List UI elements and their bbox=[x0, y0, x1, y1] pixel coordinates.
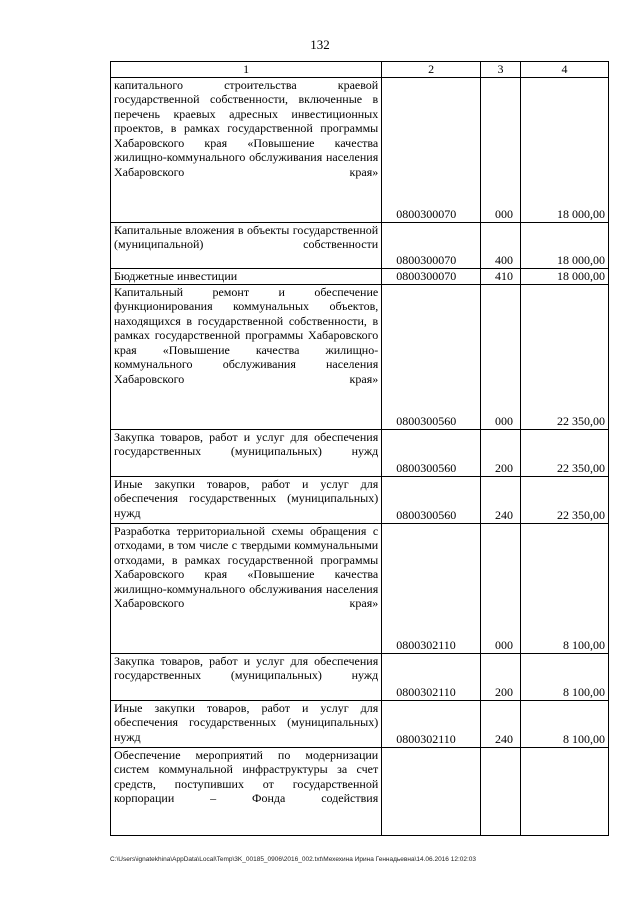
row-amount: 8 100,00 bbox=[521, 523, 609, 653]
row-description: Закупка товаров, работ и услуг для обеспечения государственных (муниципальных) нужд bbox=[111, 653, 382, 700]
row-description: капитального строительства краевой государственной собственности, включенные в перечень краевых адресных инвестиционных проектов, в рамках государственной программы Хабаровского края «Повышение качества жилищно-коммунального обслуживания населения Хабаровского края» bbox=[111, 77, 382, 222]
row-amount: 18 000,00 bbox=[521, 268, 609, 284]
row-type: 000 bbox=[480, 523, 520, 653]
row-type: 200 bbox=[480, 429, 520, 476]
row-code: 0800300070 bbox=[382, 77, 481, 222]
row-amount: 8 100,00 bbox=[521, 653, 609, 700]
row-code: 0800300560 bbox=[382, 284, 481, 429]
row-type: 410 bbox=[480, 268, 520, 284]
row-amount bbox=[521, 747, 609, 835]
row-description: Бюджетные инвестиции bbox=[111, 268, 382, 284]
row-description: Закупка товаров, работ и услуг для обеспечения государственных (муниципальных) нужд bbox=[111, 429, 382, 476]
row-description: Иные закупки товаров, работ и услуг для обеспечения государственных (муниципальных) нужд bbox=[111, 700, 382, 747]
row-type bbox=[480, 747, 520, 835]
row-type: 200 bbox=[480, 653, 520, 700]
row-amount: 22 350,00 bbox=[521, 429, 609, 476]
row-type: 400 bbox=[480, 222, 520, 268]
row-type: 000 bbox=[480, 77, 520, 222]
table-row bbox=[111, 653, 609, 700]
row-description: Обеспечение мероприятий по модернизации систем коммунальной инфраструктуры за счет средств, поступивших от государственной корпорации – Фонда содействия bbox=[111, 747, 382, 835]
row-type: 000 bbox=[480, 284, 520, 429]
table-row bbox=[111, 747, 609, 835]
table-row bbox=[111, 77, 609, 222]
row-amount: 22 350,00 bbox=[521, 476, 609, 523]
row-amount: 22 350,00 bbox=[521, 284, 609, 429]
row-description: Капитальные вложения в объекты государственной (муниципальной) собственности bbox=[111, 222, 382, 268]
table-row bbox=[111, 284, 609, 429]
table-row bbox=[111, 476, 609, 523]
header-col-2: 2 bbox=[382, 62, 481, 78]
row-code: 0800300560 bbox=[382, 429, 481, 476]
header-col-1: 1 bbox=[111, 62, 382, 78]
row-amount: 8 100,00 bbox=[521, 700, 609, 747]
row-code: 0800300070 bbox=[382, 268, 481, 284]
header-col-4: 4 bbox=[521, 62, 609, 78]
budget-table bbox=[110, 61, 609, 836]
table-row bbox=[111, 222, 609, 268]
table-row bbox=[111, 700, 609, 747]
table-header-row bbox=[111, 62, 609, 78]
row-amount: 18 000,00 bbox=[521, 222, 609, 268]
header-col-3: 3 bbox=[480, 62, 520, 78]
row-type: 240 bbox=[480, 700, 520, 747]
row-code: 0800300560 bbox=[382, 476, 481, 523]
table-row bbox=[111, 429, 609, 476]
row-code: 0800302110 bbox=[382, 523, 481, 653]
row-type: 240 bbox=[480, 476, 520, 523]
row-description: Иные закупки товаров, работ и услуг для обеспечения государственных (муниципальных) нужд bbox=[111, 476, 382, 523]
row-code: 0800302110 bbox=[382, 653, 481, 700]
page-number: 132 bbox=[310, 37, 330, 52]
row-code: 0800300070 bbox=[382, 222, 481, 268]
row-description: Разработка территориальной схемы обращения с отходами, в том числе с твердыми коммунальными отходами, в рамках государственной программы Хабаровского края «Повышение качества жилищно-коммунального обслуживания населения Хабаровского края» bbox=[111, 523, 382, 653]
row-code bbox=[382, 747, 481, 835]
row-amount: 18 000,00 bbox=[521, 77, 609, 222]
row-code: 0800302110 bbox=[382, 700, 481, 747]
file-path-footer: C:\Users\ignatekhina\AppData\Local\Temp\3K_00185_0906\2016_002.txt\Мехехина Ирина Геннадьевна\14.06.2016 12:02:03 bbox=[110, 856, 477, 863]
table-row bbox=[111, 523, 609, 653]
row-description: Капитальный ремонт и обеспечение функционирования коммунальных объектов, находящихся в государственной собственности, в рамках государственной программы Хабаровского края «Повышение качества жилищно-коммунального обслуживания населения Хабаровского края» bbox=[111, 284, 382, 429]
table-row bbox=[111, 268, 609, 284]
